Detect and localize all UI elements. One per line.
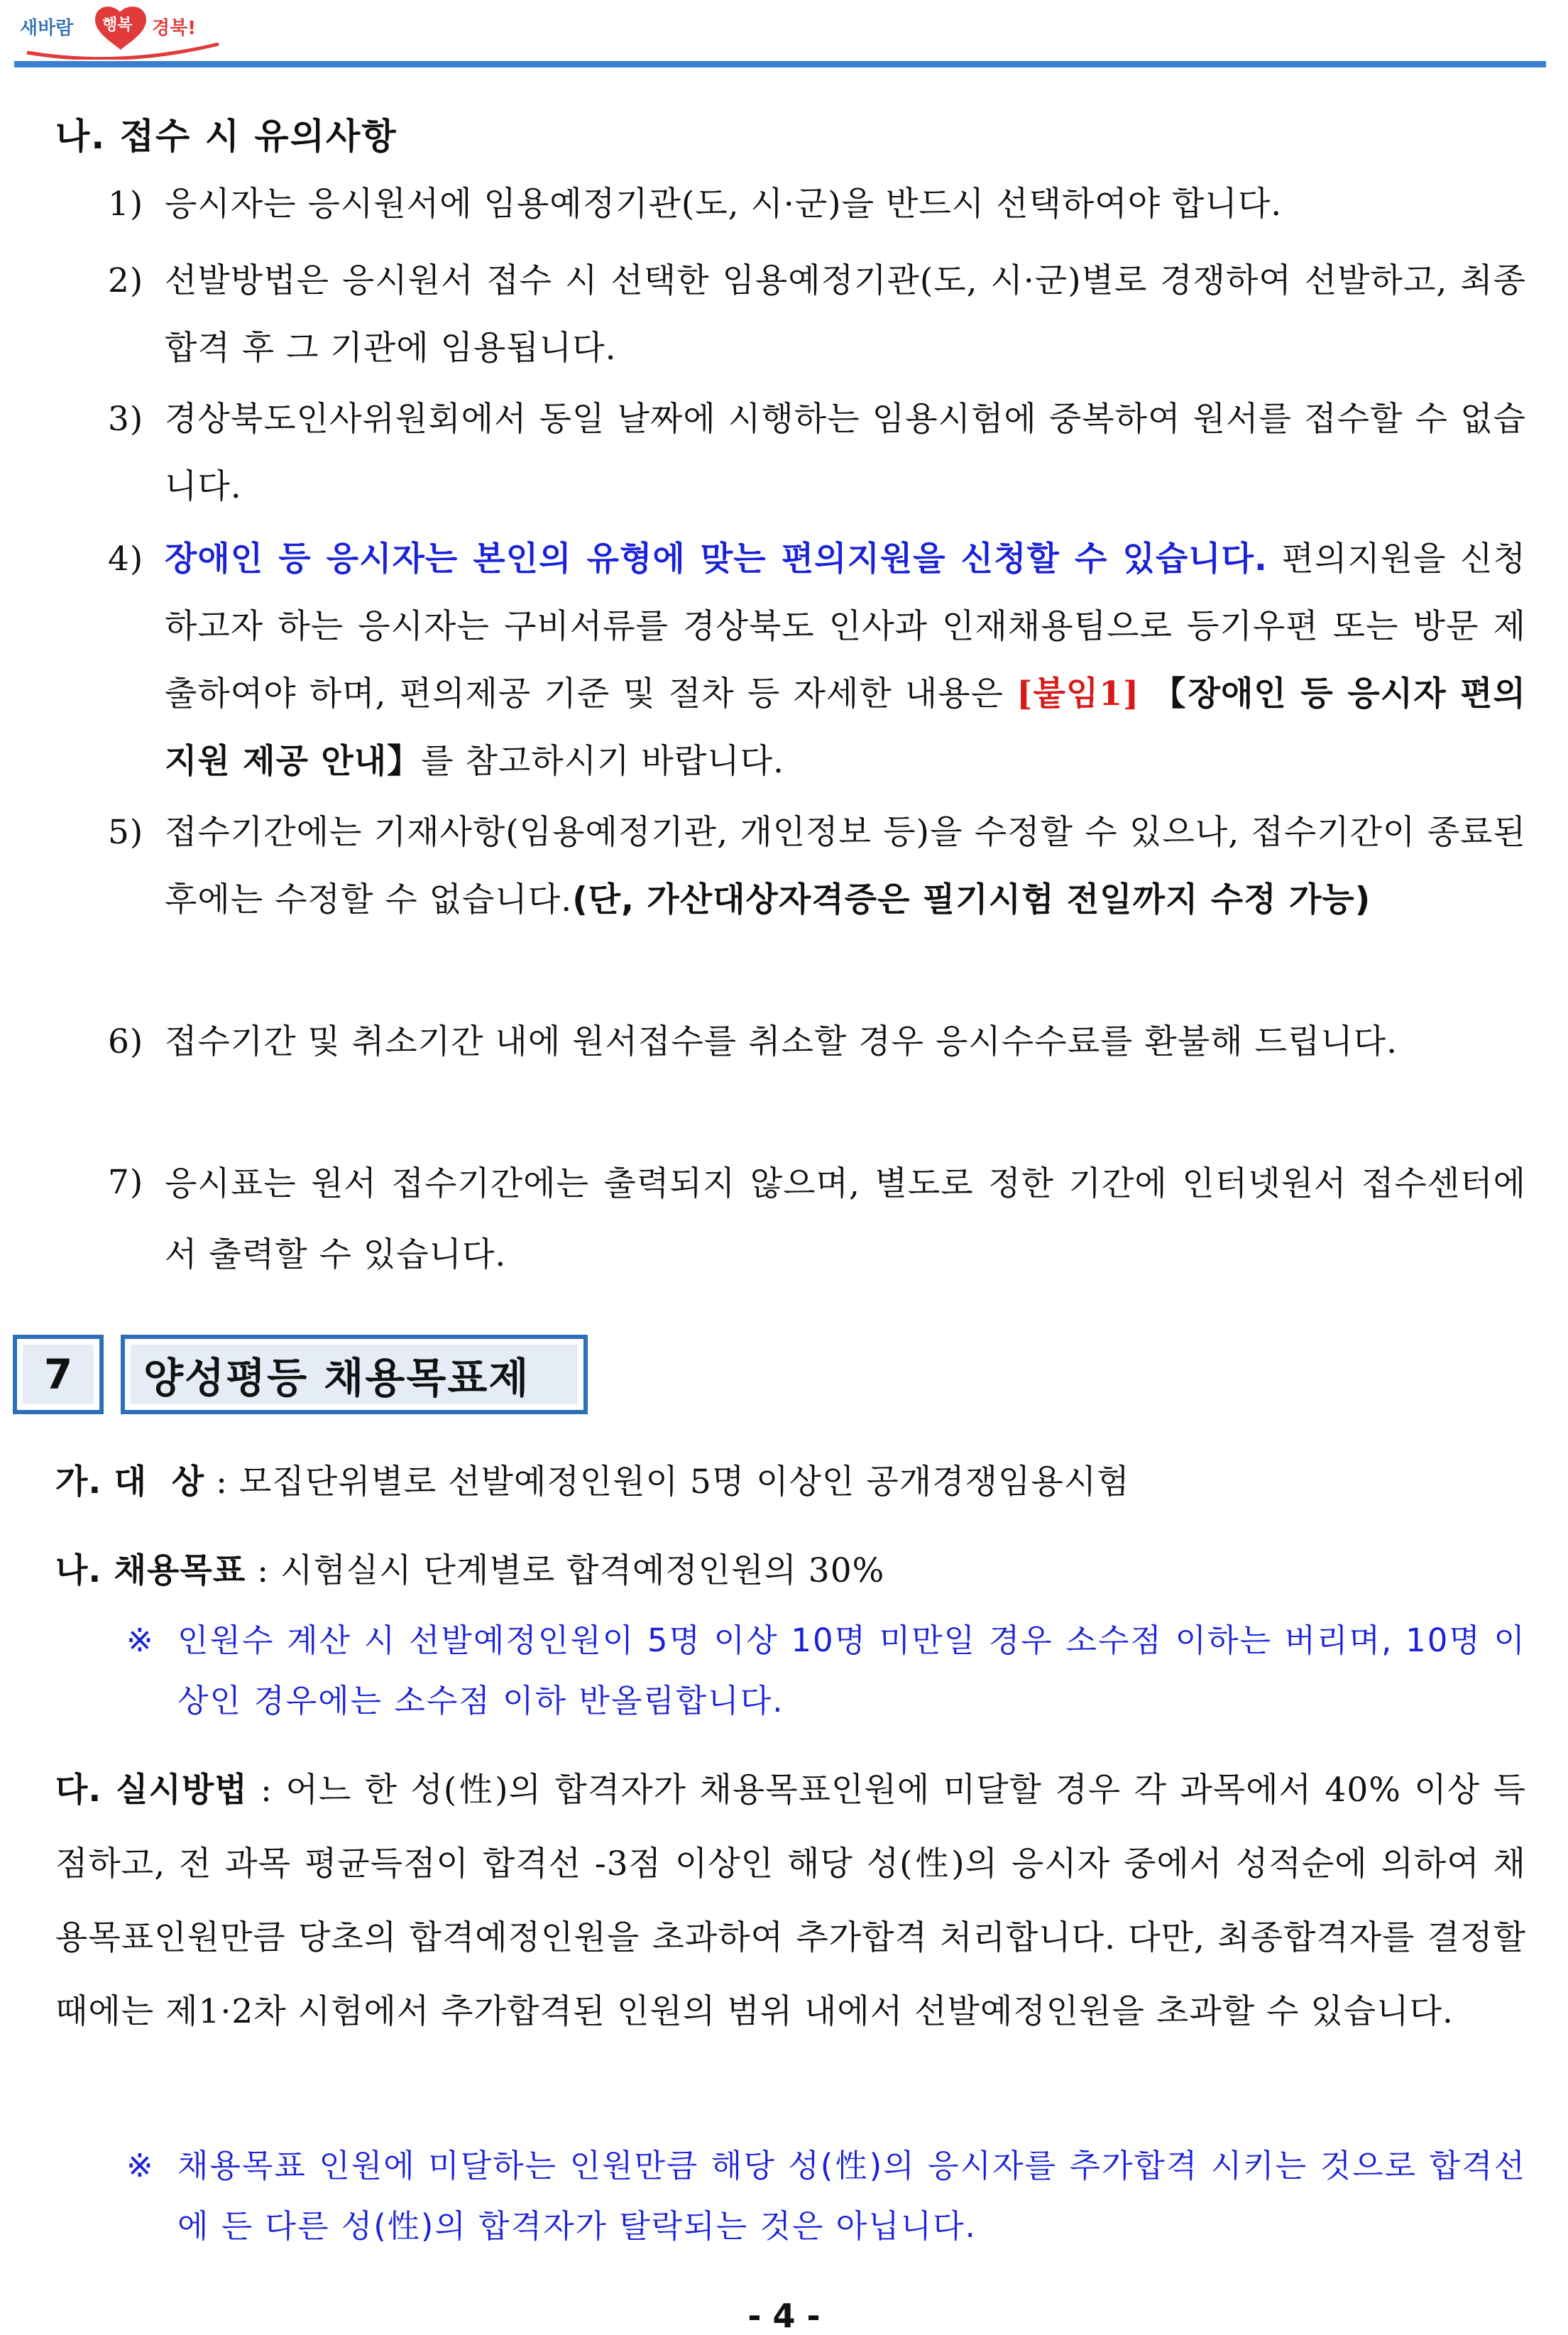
note-additional-pass: ※ 채용목표 인원에 미달하는 인원만큼 해당 성(性)의 응시자를 추가합격 시키는 것으로 합격선에 든 다른 성(性)의 합격자가 탈락되는 것은 아닙니다.: [126, 2147, 1526, 2245]
accessibility-notice: 장애인 등 응시자는 본인의 유형에 맞는 편의지원을 신청할 수 있습니다.: [165, 540, 1268, 579]
section-title-na: 나. 접수 시 유의사항: [55, 116, 398, 157]
attachment-title: 【장애인 등 응시자 편의지원 제공 안내】: [165, 674, 1526, 781]
edit-exception-note: (단, 가산대상자격증은 필기시험 전일까지 수정 가능): [572, 880, 1371, 919]
list-item-5: 5) 접수기간에는 기재사항(임용예정기관, 개인정보 등)을 수정할 수 있으나, 접수기간이 종료된 후에는 수정할 수 없습니다.(단, 가산대상자격증은 필기시험 전일까지 수정 가능): [108, 813, 1526, 919]
section-number-box: 7: [13, 1335, 104, 1414]
list-item-2: 2) 선발방법은 응시원서 접수 시 선택한 임용예정기관(도, 시·군)별로 경쟁하여 선발하고, 최종합격 후 그 기관에 임용됩니다.: [108, 261, 1526, 368]
svg-text:경북!: 경북!: [152, 18, 197, 39]
list-item-6: 6) 접수기간 및 취소기간 내에 원서접수를 취소할 경우 응시수수료를 환불해 드립니다.: [108, 1022, 1398, 1061]
list-item-4: 4) 장애인 등 응시자는 본인의 유형에 맞는 편의지원을 신청할 수 있습니다. 편의지원을 신청하고자 하는 응시자는 구비서류를 경상북도 인사과 인재채용팀으로 등기우편 또는 방문 제출하여야 하며, 편의제공 기준 및 절차 등 자세한 내용은 [붙임1] 【장애인 등 응시자 편의지원 제공 안내】를 참고하시기 바랍니다.: [108, 540, 1526, 781]
list-item-7: 7) 응시표는 원서 접수기간에는 출력되지 않으며, 별도로 정한 기간에 인터넷원서 접수센터에서 출력할 수 있습니다.: [108, 1163, 1526, 1274]
header-rule: [14, 61, 1546, 67]
page-number: - 4 -: [747, 2297, 821, 2335]
target-row: 가. 대 상 : 모집단위별로 선발예정인원이 5명 이상인 공개경쟁임용시험: [55, 1462, 1130, 1502]
svg-text:행복: 행복: [102, 16, 133, 34]
section-title-box: 양성평등 채용목표제: [121, 1335, 588, 1414]
list-item-3: 3) 경상북도인사위원회에서 동일 날짜에 시행하는 임용시험에 중복하여 원서를 접수할 수 없습니다.: [108, 400, 1526, 506]
goal-row: 나. 채용목표 : 시험실시 단계별로 합격예정인원의 30%: [55, 1551, 885, 1590]
attachment-ref: [붙임1]: [1016, 674, 1140, 713]
note-rounding: ※ 인원수 계산 시 선발예정인원이 5명 이상 10명 미만일 경우 소수점 이하는 버리며, 10명 이상인 경우에는 소수점 이하 반올림합니다.: [126, 1622, 1526, 1719]
svg-text:새바람: 새바람: [20, 18, 74, 39]
method-paragraph: 다. 실시방법 : 어느 한 성(性)의 합격자가 채용목표인원에 미달할 경우 각 과목에서 40% 이상 득점하고, 전 과목 평균득점이 합격선 -3점 이상인 해당 성(性)의 응시자 중에서 성적순에 의하여 채용목표인원만큼 당초의 합격예정인원을 초과하여 추가합격 처리합니다. 다만, 최종합격자를 결정할 때에는 제1·2차 시험에서 추가합격된 인원의 범위 내에서 선발예정인원을 초과할 수 있습니다.: [55, 1771, 1526, 2031]
gyeongbuk-logo: [13, 3, 226, 60]
